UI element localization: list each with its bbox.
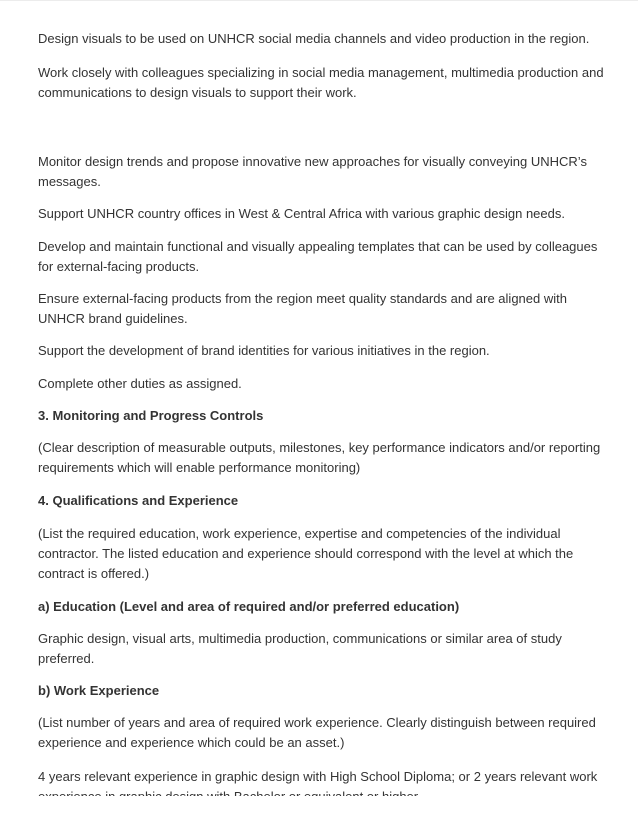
paragraph-brand-identities [38,341,610,361]
heading-text: 3. Monitoring and Progress Controls [38,408,264,423]
paragraph-monitor-trends [38,152,610,192]
paragraph-other-duties [38,374,610,394]
section-heading-work-experience [38,681,610,701]
paragraph-design-visuals [38,29,610,49]
heading-text: 4. Qualifications and Experience [38,493,239,508]
text-line: Work closely with colleagues specializing in social media management, multimedia production and [38,65,604,80]
paragraph-education-detail [38,629,610,669]
text-line: (List number of years and area of required work experience. Clearly distinguish between required [38,715,596,730]
page-bottom-cutoff [0,796,638,826]
text-line: (Clear description of measurable outputs, milestones, key performance indicators and/or reporting [38,440,601,455]
paragraph-monitoring-description [38,438,610,478]
text-line: (List the required education, work experience, expertise and competencies of the individual [38,526,561,541]
text-line: Monitor design trends and propose innovative new approaches for visually conveying UNHCR’s [38,154,587,169]
text-line: for external-facing products. [38,259,200,274]
paragraph-qualifications-description [38,524,610,584]
text-line: Ensure external-facing products from the region meet quality standards and are aligned with [38,291,567,306]
section-heading-education [38,597,610,617]
paragraph-quality-standards [38,289,610,329]
text-line: preferred. [38,651,95,666]
text-line: contractor. The listed education and experience should correspond with the level at which the [38,546,574,561]
text-line: requirements which will enable performance monitoring) [38,460,361,475]
section-heading-qualifications [38,491,610,511]
paragraph-support-offices [38,204,610,224]
text-line: Support the development of brand identities for various initiatives in the region. [38,343,490,358]
heading-text: b) Work Experience [38,683,160,698]
text-line: Support UNHCR country offices in West & Central Africa with various graphic design needs. [38,206,565,221]
text-line: Design visuals to be used on UNHCR social media channels and video production in the region. [38,31,590,46]
text-line: 4 years relevant experience in graphic design with High School Diploma; or 2 years relevant work [38,769,598,784]
text-line: Develop and maintain functional and visually appealing templates that can be used by colleagues [38,239,598,254]
paragraph-work-experience-description [38,713,610,753]
text-line: Graphic design, visual arts, multimedia production, communications or similar area of study [38,631,562,646]
text-line: communications to design visuals to support their work. [38,85,357,100]
text-line: messages. [38,174,101,189]
text-line: Complete other duties as assigned. [38,376,242,391]
paragraph-work-closely [38,63,610,103]
text-line: UNHCR brand guidelines. [38,311,188,326]
heading-text: a) Education (Level and area of required and/or preferred education) [38,599,460,614]
text-line: contract is offered.) [38,566,150,581]
section-heading-monitoring [38,406,610,426]
paragraph-templates [38,237,610,277]
text-line: experience and experience which could be an asset.) [38,735,345,750]
